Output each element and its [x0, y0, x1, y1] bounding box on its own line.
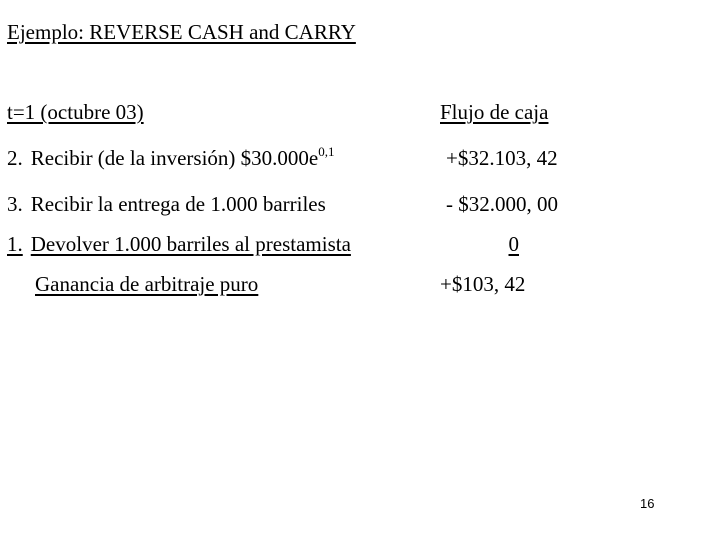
cash-flow-header: Flujo de caja — [440, 100, 549, 124]
row-receive-investment-value: +$32.103, 42 — [446, 146, 558, 170]
time-label: t=1 (octubre 03) — [7, 100, 144, 124]
profit-value: +$103, 42 — [440, 272, 526, 296]
row-return-barrels-label — [7, 234, 351, 255]
row-receive-investment-label — [7, 144, 335, 170]
row-receive-delivery-label — [7, 194, 326, 215]
page-number: 16 — [640, 496, 655, 511]
profit-label: Ganancia de arbitraje puro — [35, 272, 259, 296]
row-number: 2. — [7, 146, 23, 170]
row-text: Devolver 1.000 barriles al prestamista — [30, 232, 351, 256]
slide-title: Ejemplo: REVERSE CASH and CARRY — [7, 20, 356, 44]
row-number: 3. — [7, 192, 23, 216]
row-text: Recibir (de la inversión) $30.000e — [30, 146, 319, 170]
row-receive-delivery-value: - $32.000, 00 — [446, 192, 558, 216]
row-return-barrels-value: 0 — [508, 232, 519, 256]
exponent: 0,1 — [318, 144, 335, 159]
row-number: 1. — [7, 232, 23, 256]
row-text: Recibir la entrega de 1.000 barriles — [30, 192, 326, 216]
